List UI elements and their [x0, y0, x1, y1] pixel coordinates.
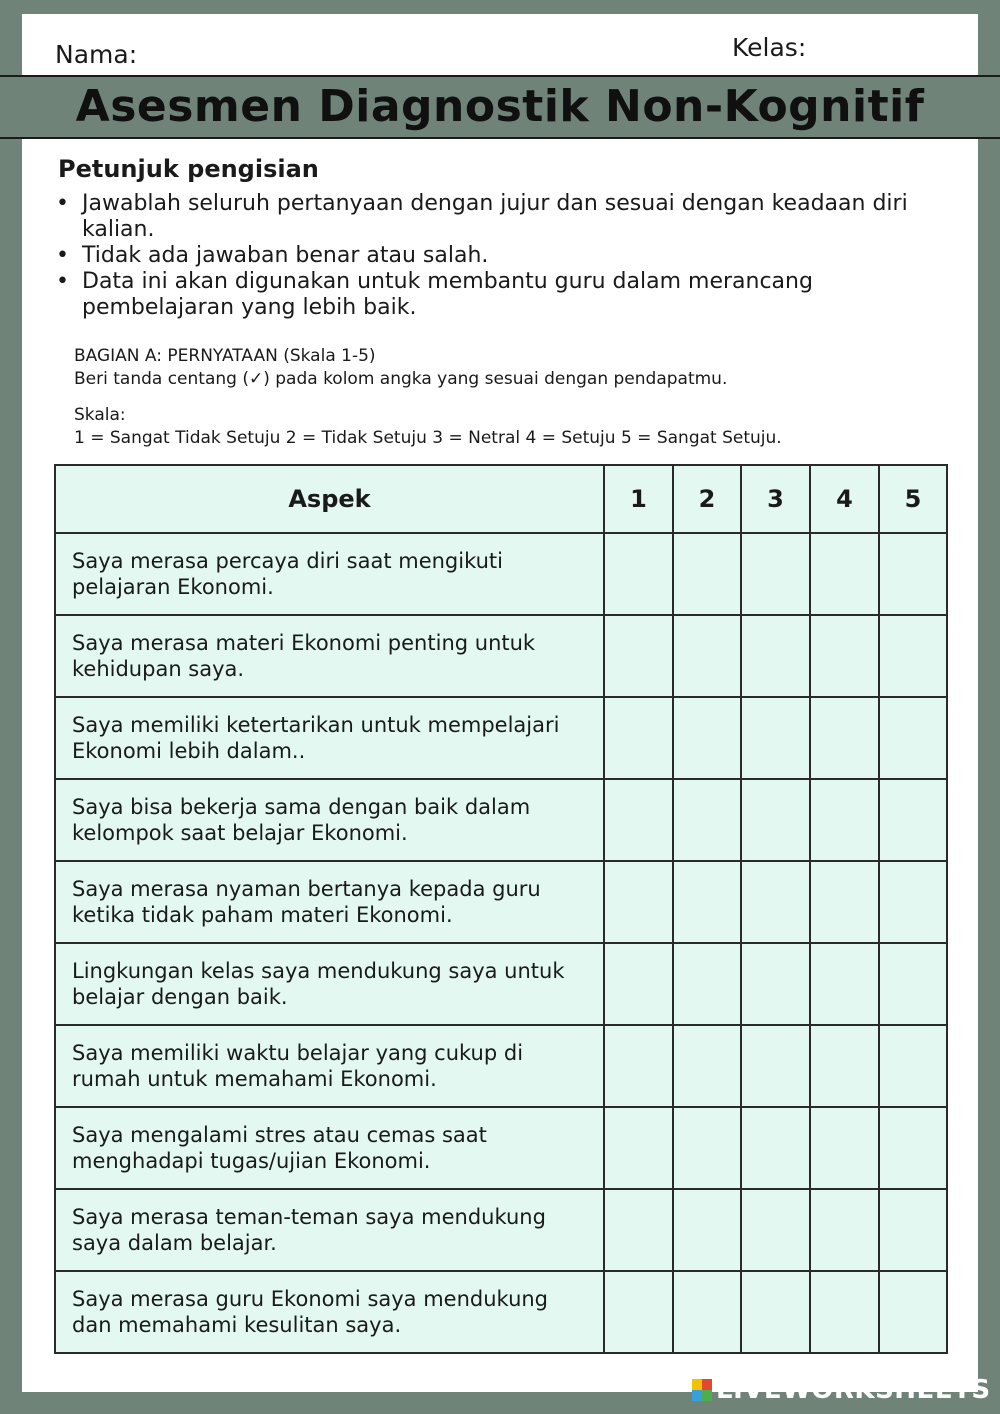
aspect-statement: Lingkungan kelas saya mendukung saya untuk belajar dengan baik.	[55, 943, 604, 1025]
column-header-4: 4	[810, 465, 879, 533]
rating-cell-5[interactable]	[879, 533, 947, 615]
table-body	[55, 533, 947, 1353]
instruction-text: Jawablah seluruh pertanyaan dengan jujur dan sesuai dengan keadaan diri kalian.	[82, 191, 908, 242]
rating-cell-2[interactable]	[673, 943, 741, 1025]
rating-cell-1[interactable]	[604, 1189, 673, 1271]
rating-cell-2[interactable]	[673, 533, 741, 615]
rating-cell-2[interactable]	[673, 615, 741, 697]
rating-cell-1[interactable]	[604, 1107, 673, 1189]
scale-legend	[74, 404, 954, 450]
scale-text: 1 = Sangat Tidak Setuju 2 = Tidak Setuju 3 = Netral 4 = Setuju 5 = Sangat Setuju.	[74, 428, 782, 448]
liveworksheets-logo	[692, 1376, 991, 1404]
table-header-row	[55, 465, 947, 533]
aspect-statement: Saya merasa nyaman bertanya kepada guru ketika tidak paham materi Ekonomi.	[55, 861, 604, 943]
section-a-header	[74, 345, 954, 391]
rating-cell-4[interactable]	[810, 697, 879, 779]
instruction-text: Tidak ada jawaban benar atau salah.	[82, 243, 489, 268]
column-header-3: 3	[741, 465, 810, 533]
rating-cell-5[interactable]	[879, 697, 947, 779]
rating-cell-1[interactable]	[604, 615, 673, 697]
aspect-statement: Saya memiliki ketertarikan untuk mempelajari Ekonomi lebih dalam..	[55, 697, 604, 779]
rating-cell-3[interactable]	[741, 861, 810, 943]
logo-text: LIVEWORKSHEETS	[716, 1375, 991, 1405]
rating-cell-4[interactable]	[810, 779, 879, 861]
rating-cell-4[interactable]	[810, 1271, 879, 1353]
rating-cell-4[interactable]	[810, 533, 879, 615]
rating-cell-3[interactable]	[741, 1025, 810, 1107]
rating-cell-1[interactable]	[604, 943, 673, 1025]
class-label: Kelas:	[732, 33, 807, 62]
rating-cell-1[interactable]	[604, 1271, 673, 1353]
rating-cell-1[interactable]	[604, 697, 673, 779]
table-row	[55, 697, 947, 779]
rating-cell-1[interactable]	[604, 533, 673, 615]
column-header-2: 2	[673, 465, 741, 533]
page-title: Asesmen Diagnostik Non-Kognitif	[75, 81, 925, 132]
rating-cell-3[interactable]	[741, 943, 810, 1025]
rating-cell-1[interactable]	[604, 779, 673, 861]
aspect-statement: Saya merasa percaya diri saat mengikuti pelajaran Ekonomi.	[55, 533, 604, 615]
table-row	[55, 615, 947, 697]
rating-cell-3[interactable]	[741, 1271, 810, 1353]
rating-cell-4[interactable]	[810, 1107, 879, 1189]
aspect-statement: Saya bisa bekerja sama dengan baik dalam kelompok saat belajar Ekonomi.	[55, 779, 604, 861]
bullet-icon: •	[56, 191, 69, 216]
rating-cell-4[interactable]	[810, 943, 879, 1025]
rating-cell-2[interactable]	[673, 779, 741, 861]
rating-cell-3[interactable]	[741, 779, 810, 861]
aspect-statement: Saya memiliki waktu belajar yang cukup di rumah untuk memahami Ekonomi.	[55, 1025, 604, 1107]
title-band	[0, 75, 1000, 139]
rating-cell-5[interactable]	[879, 861, 947, 943]
table-row	[55, 1107, 947, 1189]
aspect-statement: Saya merasa guru Ekonomi saya mendukung dan memahami kesulitan saya.	[55, 1271, 604, 1353]
rating-cell-1[interactable]	[604, 861, 673, 943]
instruction-text: Data ini akan digunakan untuk membantu guru dalam merancang pembelajaran yang lebih baik.	[82, 269, 813, 320]
rating-cell-2[interactable]	[673, 861, 741, 943]
rating-cell-3[interactable]	[741, 1107, 810, 1189]
instruction-item	[58, 243, 948, 269]
rating-cell-5[interactable]	[879, 1189, 947, 1271]
rating-cell-2[interactable]	[673, 697, 741, 779]
table-row	[55, 1025, 947, 1107]
bullet-icon: •	[56, 243, 69, 268]
rating-cell-5[interactable]	[879, 779, 947, 861]
aspect-statement: Saya merasa teman-teman saya mendukung saya dalam belajar.	[55, 1189, 604, 1271]
column-header-1: 1	[604, 465, 673, 533]
table-row	[55, 779, 947, 861]
logo-icon	[692, 1379, 712, 1401]
instructions-list	[58, 191, 948, 321]
table-row	[55, 1271, 947, 1353]
section-a-title: BAGIAN A: PERNYATAAN (Skala 1-5)	[74, 346, 376, 366]
bullet-icon: •	[56, 269, 69, 294]
column-header-5: 5	[879, 465, 947, 533]
rating-cell-2[interactable]	[673, 1025, 741, 1107]
rating-cell-4[interactable]	[810, 861, 879, 943]
column-header-aspek: Aspek	[55, 465, 604, 533]
survey-table	[54, 464, 948, 1354]
instructions-heading: Petunjuk pengisian	[58, 155, 319, 183]
rating-cell-2[interactable]	[673, 1271, 741, 1353]
rating-cell-3[interactable]	[741, 1189, 810, 1271]
rating-cell-2[interactable]	[673, 1107, 741, 1189]
table-row	[55, 533, 947, 615]
table-row	[55, 943, 947, 1025]
rating-cell-4[interactable]	[810, 1025, 879, 1107]
section-a-instruction: Beri tanda centang (✓) pada kolom angka yang sesuai dengan pendapatmu.	[74, 369, 728, 389]
rating-cell-5[interactable]	[879, 615, 947, 697]
aspect-statement: Saya merasa materi Ekonomi penting untuk kehidupan saya.	[55, 615, 604, 697]
name-label: Nama:	[55, 40, 138, 69]
scale-label: Skala:	[74, 405, 126, 425]
rating-cell-3[interactable]	[741, 697, 810, 779]
rating-cell-4[interactable]	[810, 615, 879, 697]
table-row	[55, 861, 947, 943]
rating-cell-5[interactable]	[879, 1025, 947, 1107]
rating-cell-5[interactable]	[879, 1107, 947, 1189]
aspect-statement: Saya mengalami stres atau cemas saat menghadapi tugas/ujian Ekonomi.	[55, 1107, 604, 1189]
rating-cell-1[interactable]	[604, 1025, 673, 1107]
rating-cell-4[interactable]	[810, 1189, 879, 1271]
table-row	[55, 1189, 947, 1271]
instruction-item	[58, 191, 948, 243]
rating-cell-5[interactable]	[879, 1271, 947, 1353]
rating-cell-2[interactable]	[673, 1189, 741, 1271]
rating-cell-5[interactable]	[879, 943, 947, 1025]
rating-cell-3[interactable]	[741, 615, 810, 697]
rating-cell-3[interactable]	[741, 533, 810, 615]
instruction-item	[58, 269, 948, 321]
